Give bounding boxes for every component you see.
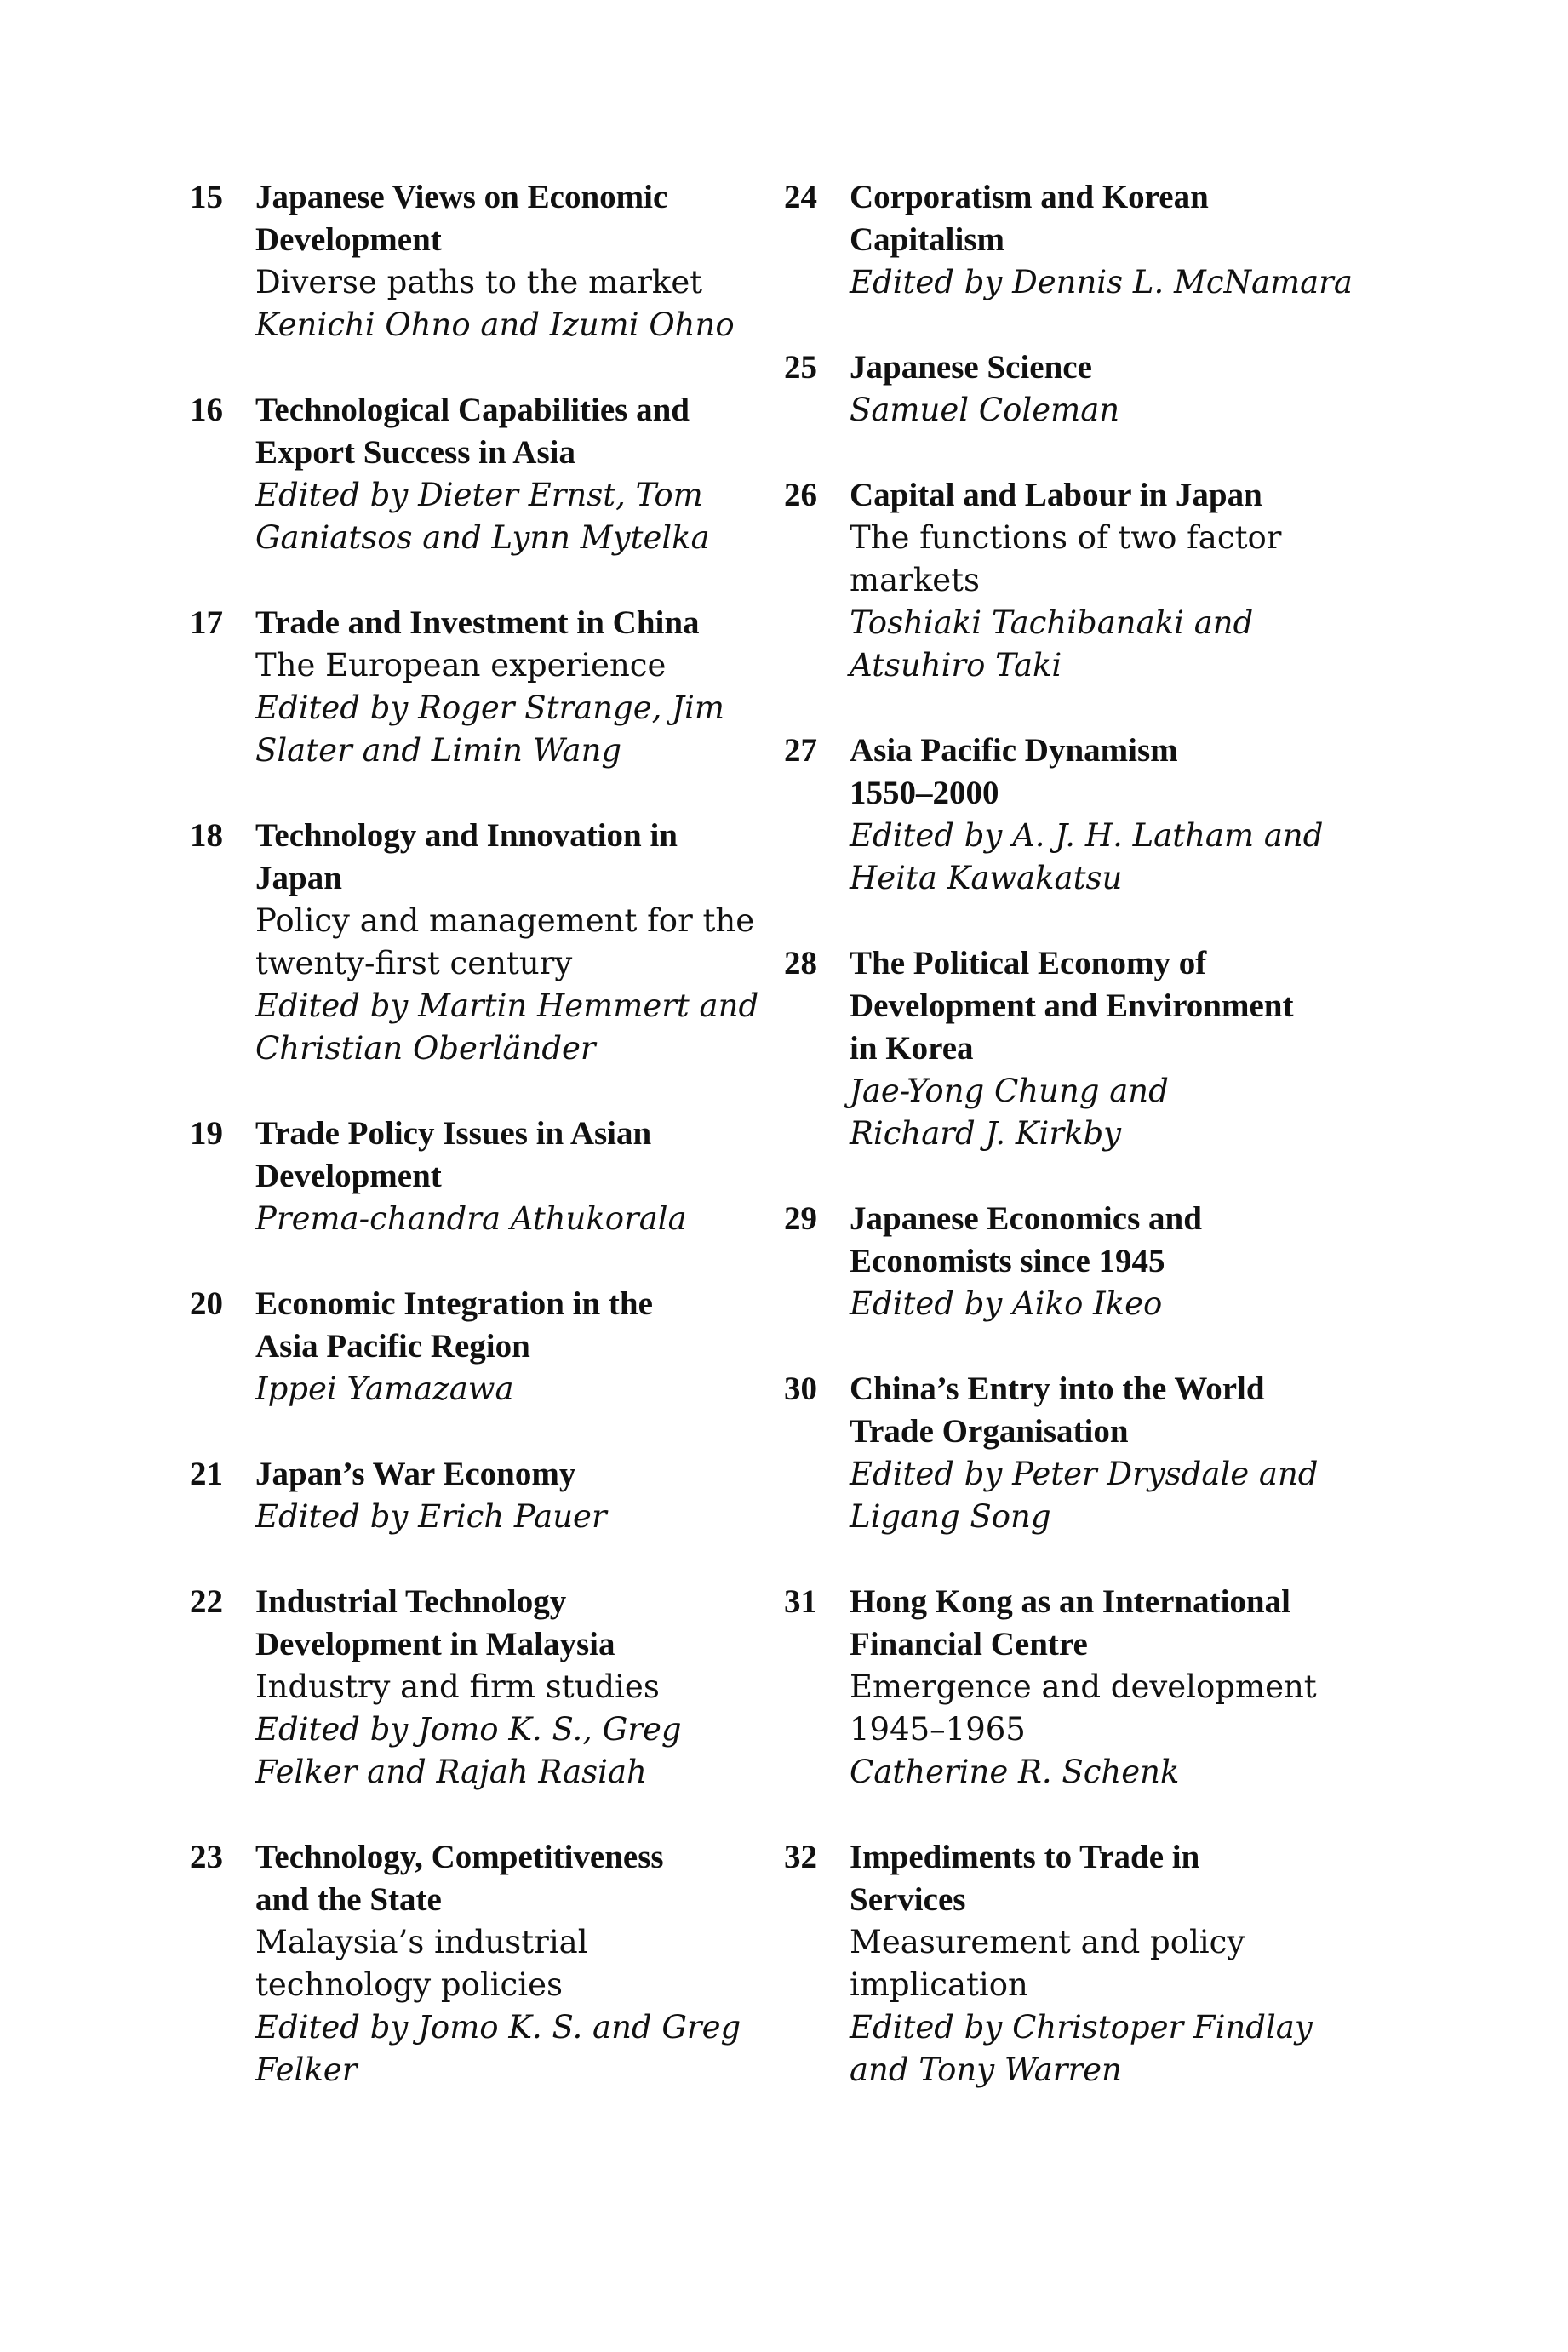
entry-title-line: Technological Capabilities and <box>255 392 690 428</box>
entry-subtitle <box>850 1666 1431 1751</box>
series-entry <box>190 1453 837 1538</box>
left-column <box>190 176 837 2134</box>
entry-number: 20 <box>190 1285 223 1322</box>
entry-title <box>255 176 837 261</box>
entry-subtitle-line: Policy and management for the <box>255 902 755 939</box>
entry-title <box>850 474 1431 517</box>
entry-author-line: Toshiaki Tachibanaki and <box>850 604 1254 641</box>
entry-subtitle-line: Industry and firm studies <box>255 1668 660 1705</box>
entry-number: 18 <box>190 817 223 854</box>
entry-number: 27 <box>784 732 817 769</box>
entry-title <box>850 1198 1431 1283</box>
entry-author-line: Catherine R. Schenk <box>850 1754 1180 1790</box>
entry-title-line: Technology, Competitiveness <box>255 1839 664 1875</box>
entry-title-line: Export Success in Asia <box>255 434 575 471</box>
entry-authors <box>255 1368 837 1411</box>
entry-author-line: Kenichi Ohno and Izumi Ohno <box>255 306 735 343</box>
entry-author-line: Edited by Aiko Ikeo <box>850 1285 1163 1322</box>
entry-title-line: 1550–2000 <box>850 775 999 811</box>
entry-number: 25 <box>784 349 817 386</box>
entry-author-line: Christian Oberländer <box>255 1030 596 1067</box>
entry-authors <box>255 985 837 1070</box>
entry-authors <box>255 1708 837 1794</box>
entry-title-line: Trade and Investment in China <box>255 604 700 641</box>
entry-title-line: Technology and Innovation in <box>255 817 678 854</box>
entry-title-line: Hong Kong as an International <box>850 1583 1290 1620</box>
entry-title-line: Japan <box>255 860 342 896</box>
entry-number: 31 <box>784 1583 817 1620</box>
entry-author-line: Felker and Rajah Rasiah <box>255 1754 647 1790</box>
entry-subtitle-line: twenty-first century <box>255 945 573 981</box>
series-entry <box>784 1581 1431 1794</box>
series-entry <box>190 1113 837 1240</box>
series-entry <box>190 1836 837 2092</box>
entry-subtitle <box>255 1921 837 2006</box>
series-entry <box>784 346 1431 432</box>
entry-number: 22 <box>190 1583 223 1620</box>
entry-authors <box>850 2006 1431 2092</box>
series-entry <box>190 1581 837 1794</box>
entry-title-line: Asia Pacific Dynamism <box>850 732 1178 769</box>
series-entry <box>190 1283 837 1411</box>
series-entry <box>784 1368 1431 1538</box>
series-entry <box>190 176 837 346</box>
entry-title <box>255 1581 837 1666</box>
entry-title <box>255 815 837 900</box>
entry-authors <box>850 1283 1431 1325</box>
entry-title-line: Capitalism <box>850 221 1005 258</box>
entry-author-line: Edited by Jomo K. S. and Greg <box>255 2009 741 2046</box>
entry-authors <box>850 1453 1431 1538</box>
entry-authors <box>850 1751 1431 1794</box>
entry-subtitle-line: Emergence and development <box>850 1668 1317 1705</box>
entry-title-line: Impediments to Trade in <box>850 1839 1200 1875</box>
entry-subtitle <box>850 517 1431 602</box>
entry-author-line: Richard J. Kirkby <box>850 1115 1122 1152</box>
entry-authors <box>255 1198 837 1240</box>
entry-title <box>850 176 1431 261</box>
entry-subtitle-line: The European experience <box>255 647 667 684</box>
entry-number: 24 <box>784 179 817 215</box>
series-entry <box>190 815 837 1070</box>
entry-authors <box>850 602 1431 687</box>
entry-number: 17 <box>190 604 223 641</box>
entry-subtitle <box>255 1666 837 1708</box>
entry-title <box>850 346 1431 389</box>
entry-author-line: Edited by Martin Hemmert and <box>255 987 759 1024</box>
entry-author-line: Edited by Peter Drysdale and <box>850 1456 1319 1492</box>
entry-number: 21 <box>190 1456 223 1492</box>
entry-subtitle-line: Diverse paths to the market <box>255 264 703 300</box>
entry-author-line: Ganiatsos and Lynn Mytelka <box>255 519 710 556</box>
entry-author-line: Edited by Christoper Findlay <box>850 2009 1313 2046</box>
entry-subtitle-line: Measurement and policy <box>850 1924 1245 1960</box>
entry-title <box>255 1453 837 1496</box>
right-column <box>784 176 1431 2134</box>
entry-number: 15 <box>190 179 223 215</box>
entry-author-line: Prema-chandra Athukorala <box>255 1200 687 1237</box>
entry-title <box>850 1581 1431 1666</box>
entry-title-line: in Korea <box>850 1030 974 1067</box>
entry-authors <box>850 261 1431 304</box>
entry-title-line: Corporatism and Korean <box>850 179 1209 215</box>
entry-title-line: Asia Pacific Region <box>255 1328 530 1365</box>
entry-authors <box>255 304 837 346</box>
entry-title <box>255 1283 837 1368</box>
entry-authors <box>255 1496 837 1538</box>
entry-title <box>850 1368 1431 1453</box>
entry-title-line: The Political Economy of <box>850 945 1207 981</box>
entry-author-line: Atsuhiro Taki <box>850 647 1062 684</box>
entry-authors <box>850 815 1431 900</box>
entry-number: 23 <box>190 1839 223 1875</box>
entry-authors <box>255 474 837 559</box>
entry-authors <box>255 687 837 772</box>
entry-title-line: Japanese Views on Economic <box>255 179 668 215</box>
entry-author-line: Slater and Limin Wang <box>255 732 622 769</box>
entry-author-line: and Tony Warren <box>850 2052 1122 2088</box>
series-entry <box>784 474 1431 687</box>
entry-author-line: Jae-Yong Chung and <box>850 1073 1169 1109</box>
entry-subtitle <box>255 900 837 985</box>
entry-subtitle <box>255 644 837 687</box>
entry-title-line: Japanese Science <box>850 349 1092 386</box>
series-entry <box>190 389 837 559</box>
entry-title-line: and the State <box>255 1881 442 1918</box>
entry-title-line: Development <box>255 1158 442 1194</box>
entry-author-line: Edited by Dennis L. McNamara <box>850 264 1353 300</box>
entry-author-line: Edited by Roger Strange, Jim <box>255 690 724 726</box>
entry-author-line: Edited by Jomo K. S., Greg <box>255 1711 682 1748</box>
entry-number: 16 <box>190 392 223 428</box>
entry-title-line: Financial Centre <box>850 1626 1088 1662</box>
entry-title-line: Development in Malaysia <box>255 1626 615 1662</box>
entry-title-line: Industrial Technology <box>255 1583 567 1620</box>
entry-authors <box>255 2006 837 2092</box>
entry-title-line: Trade Organisation <box>850 1413 1129 1450</box>
entry-author-line: Felker <box>255 2052 358 2088</box>
series-entry <box>784 730 1431 900</box>
series-entry <box>784 942 1431 1155</box>
entry-subtitle-line: implication <box>850 1966 1028 2003</box>
entry-title <box>850 1836 1431 1921</box>
entry-subtitle <box>255 261 837 304</box>
entry-title <box>850 730 1431 815</box>
entry-title <box>850 942 1431 1070</box>
series-entry <box>784 1198 1431 1325</box>
series-entry <box>784 1836 1431 2092</box>
entry-title-line: Services <box>850 1881 966 1918</box>
series-entry <box>784 176 1431 304</box>
entry-author-line: Heita Kawakatsu <box>850 860 1123 896</box>
entry-author-line: Edited by Erich Pauer <box>255 1498 607 1535</box>
entry-title <box>255 389 837 474</box>
entry-author-line: Ippei Yamazawa <box>255 1371 514 1407</box>
entry-number: 32 <box>784 1839 817 1875</box>
entry-title-line: Economic Integration in the <box>255 1285 653 1322</box>
entry-authors <box>850 389 1431 432</box>
entry-author-line: Samuel Coleman <box>850 392 1120 428</box>
entry-title-line: Trade Policy Issues in Asian <box>255 1115 652 1152</box>
entry-title-line: Development <box>255 221 442 258</box>
entry-subtitle-line: technology policies <box>255 1966 563 2003</box>
series-entry <box>190 602 837 772</box>
entry-subtitle-line: The functions of two factor <box>850 519 1282 556</box>
entry-author-line: Ligang Song <box>850 1498 1051 1535</box>
entry-author-line: Edited by Dieter Ernst, Tom <box>255 477 703 513</box>
entry-title-line: China’s Entry into the World <box>850 1371 1265 1407</box>
entry-number: 29 <box>784 1200 817 1237</box>
entry-author-line: Edited by A. J. H. Latham and <box>850 817 1324 854</box>
entry-title <box>255 602 837 644</box>
entry-number: 19 <box>190 1115 223 1152</box>
entry-subtitle-line: 1945–1965 <box>850 1711 1026 1748</box>
entry-subtitle <box>850 1921 1431 2006</box>
entry-title-line: Economists since 1945 <box>850 1243 1165 1279</box>
entry-title <box>255 1113 837 1198</box>
entry-title-line: Capital and Labour in Japan <box>850 477 1262 513</box>
entry-authors <box>850 1070 1431 1155</box>
entry-subtitle-line: markets <box>850 562 981 598</box>
entry-title-line: Development and Environment <box>850 987 1294 1024</box>
entry-subtitle-line: Malaysia’s industrial <box>255 1924 588 1960</box>
entry-number: 28 <box>784 945 817 981</box>
entry-number: 26 <box>784 477 817 513</box>
entry-title <box>255 1836 837 1921</box>
entry-title-line: Japan’s War Economy <box>255 1456 576 1492</box>
entry-number: 30 <box>784 1371 817 1407</box>
entry-title-line: Japanese Economics and <box>850 1200 1202 1237</box>
